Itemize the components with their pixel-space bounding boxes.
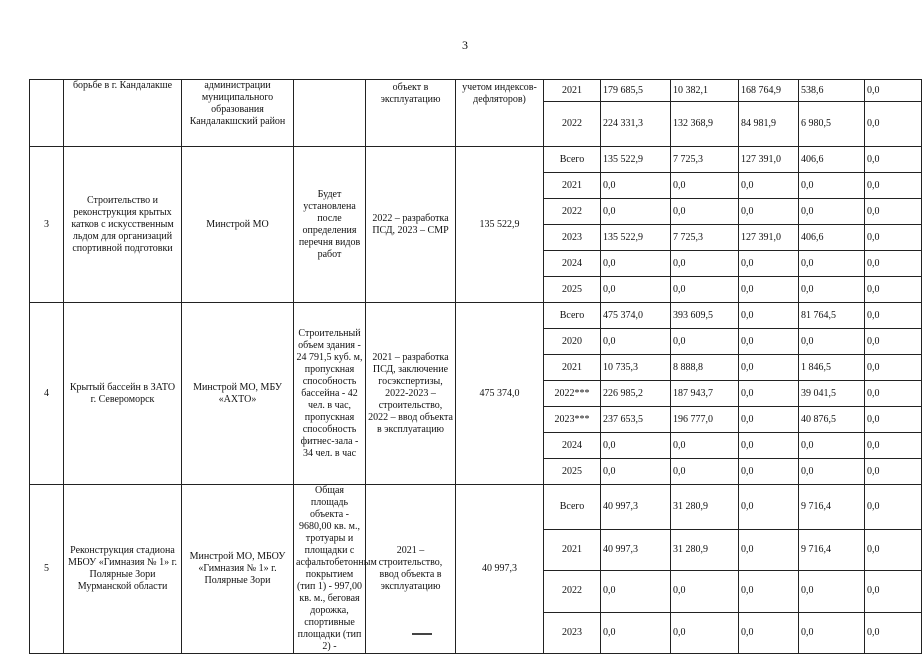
other-cell: 0,0 xyxy=(865,355,922,381)
municipal-cell: 406,6 xyxy=(799,225,865,251)
federal-cell: 0,0 xyxy=(671,571,739,612)
other-cell: 0,0 xyxy=(865,251,922,277)
total-cell: 179 685,5 xyxy=(601,80,671,102)
page-number: 3 xyxy=(462,38,468,52)
capacity-cell: Общая площадь объекта - 9680,00 кв. м., тротуары и площадки с асфальтобетонным покрытием (тип 1) - 997,00 кв. м., беговая дорожка, спортивные площадки (тип 2) - xyxy=(294,485,366,654)
regional-cell: 0,0 xyxy=(739,173,799,199)
regional-cell: 168 764,9 xyxy=(739,80,799,102)
regional-cell: 0,0 xyxy=(739,459,799,485)
municipal-cell: 9 716,4 xyxy=(799,485,865,530)
year-cell: 2021 xyxy=(544,173,601,199)
other-cell: 0,0 xyxy=(865,329,922,355)
other-cell: 0,0 xyxy=(865,485,922,530)
term-cell: объект в эксплуатацию xyxy=(366,80,456,147)
federal-cell: 0,0 xyxy=(671,277,739,303)
year-cell: 2021 xyxy=(544,355,601,381)
total-cell: 135 522,9 xyxy=(601,225,671,251)
federal-cell: 31 280,9 xyxy=(671,485,739,530)
year-cell: 2024 xyxy=(544,251,601,277)
total-cell: 224 331,3 xyxy=(601,102,671,147)
other-cell: 0,0 xyxy=(865,381,922,407)
responsible-cell: Минстрой МО, МБУ «АХТО» xyxy=(182,303,294,485)
total-cell: 0,0 xyxy=(601,612,671,653)
objects-table xyxy=(29,79,922,654)
federal-cell: 187 943,7 xyxy=(671,381,739,407)
total-cell: 0,0 xyxy=(601,433,671,459)
year-cell: 2021 xyxy=(544,529,601,570)
regional-cell: 0,0 xyxy=(739,355,799,381)
year-cell: 2022*** xyxy=(544,381,601,407)
year-cell: 2022 xyxy=(544,199,601,225)
table-body xyxy=(30,80,922,654)
year-cell: 2023 xyxy=(544,612,601,653)
other-cell: 0,0 xyxy=(865,225,922,251)
year-cell: 2025 xyxy=(544,277,601,303)
year-cell: 2023*** xyxy=(544,407,601,433)
year-cell: Всего xyxy=(544,485,601,530)
municipal-cell: 9 716,4 xyxy=(799,529,865,570)
cost-cell: 40 997,3 xyxy=(456,485,544,654)
municipal-cell: 39 041,5 xyxy=(799,381,865,407)
regional-cell: 0,0 xyxy=(739,381,799,407)
regional-cell: 0,0 xyxy=(739,277,799,303)
regional-cell: 0,0 xyxy=(739,433,799,459)
other-cell: 0,0 xyxy=(865,459,922,485)
total-cell: 237 653,5 xyxy=(601,407,671,433)
municipal-cell: 0,0 xyxy=(799,173,865,199)
other-cell: 0,0 xyxy=(865,571,922,612)
municipal-cell: 40 876,5 xyxy=(799,407,865,433)
cost-cell: 135 522,9 xyxy=(456,147,544,303)
regional-cell: 127 391,0 xyxy=(739,225,799,251)
municipal-cell: 0,0 xyxy=(799,571,865,612)
regional-cell: 0,0 xyxy=(739,251,799,277)
other-cell: 0,0 xyxy=(865,303,922,329)
year-cell: 2022 xyxy=(544,102,601,147)
total-cell: 40 997,3 xyxy=(601,485,671,530)
total-cell: 0,0 xyxy=(601,199,671,225)
federal-cell: 132 368,9 xyxy=(671,102,739,147)
total-cell: 0,0 xyxy=(601,329,671,355)
federal-cell: 0,0 xyxy=(671,173,739,199)
object-number-cell: 3 xyxy=(30,147,64,303)
total-cell: 475 374,0 xyxy=(601,303,671,329)
object-name-cell: Строительство и реконструкция крытых катков с искусственным льдом для организаций спортивной подготовки xyxy=(64,147,182,303)
footer-mark xyxy=(412,633,432,635)
regional-cell: 84 981,9 xyxy=(739,102,799,147)
other-cell: 0,0 xyxy=(865,147,922,173)
table-row xyxy=(30,485,922,530)
other-cell: 0,0 xyxy=(865,173,922,199)
object-name-cell: борьбе в г. Кандалакше xyxy=(64,80,182,147)
term-cell: 2022 – разработка ПСД, 2023 – СМР xyxy=(366,147,456,303)
term-cell: 2021 – строительство, ввод объекта в эксплуатацию xyxy=(366,485,456,654)
municipal-cell: 0,0 xyxy=(799,612,865,653)
regional-cell: 0,0 xyxy=(739,529,799,570)
table-row xyxy=(30,80,922,102)
object-name-cell: Крытый бассейн в ЗАТО г. Североморск xyxy=(64,303,182,485)
total-cell: 0,0 xyxy=(601,251,671,277)
federal-cell: 0,0 xyxy=(671,433,739,459)
year-cell: 2023 xyxy=(544,225,601,251)
federal-cell: 0,0 xyxy=(671,199,739,225)
table-row xyxy=(30,303,922,329)
object-name-cell: Реконструкция стадиона МБОУ «Гимназия № 1» г. Полярные Зори Мурманской области xyxy=(64,485,182,654)
year-cell: 2021 xyxy=(544,80,601,102)
total-cell: 226 985,2 xyxy=(601,381,671,407)
other-cell: 0,0 xyxy=(865,80,922,102)
federal-cell: 0,0 xyxy=(671,329,739,355)
capacity-cell: Будет установлена после определения перечня видов работ xyxy=(294,147,366,303)
federal-cell: 0,0 xyxy=(671,251,739,277)
municipal-cell: 0,0 xyxy=(799,329,865,355)
federal-cell: 196 777,0 xyxy=(671,407,739,433)
regional-cell: 0,0 xyxy=(739,303,799,329)
cost-cell: 475 374,0 xyxy=(456,303,544,485)
municipal-cell: 0,0 xyxy=(799,199,865,225)
municipal-cell: 6 980,5 xyxy=(799,102,865,147)
regional-cell: 0,0 xyxy=(739,407,799,433)
other-cell: 0,0 xyxy=(865,277,922,303)
regional-cell: 0,0 xyxy=(739,199,799,225)
capacity-cell: Строительный объем здания - 24 791,5 куб. м, пропускная способность бассейна - 42 чел. в час, пропускная способность фитнес-зала - 34 чел. в час xyxy=(294,303,366,485)
municipal-cell: 406,6 xyxy=(799,147,865,173)
year-cell: 2025 xyxy=(544,459,601,485)
responsible-cell: Минстрой МО xyxy=(182,147,294,303)
regional-cell: 127 391,0 xyxy=(739,147,799,173)
year-cell: 2022 xyxy=(544,571,601,612)
table-row xyxy=(30,147,922,173)
federal-cell: 7 725,3 xyxy=(671,225,739,251)
regional-cell: 0,0 xyxy=(739,329,799,355)
federal-cell: 31 280,9 xyxy=(671,529,739,570)
municipal-cell: 81 764,5 xyxy=(799,303,865,329)
federal-cell: 7 725,3 xyxy=(671,147,739,173)
responsible-cell: администрации муниципального образования Кандалакшский район xyxy=(182,80,294,147)
cost-cell: учетом индексов-дефляторов) xyxy=(456,80,544,147)
total-cell: 135 522,9 xyxy=(601,147,671,173)
total-cell: 0,0 xyxy=(601,571,671,612)
responsible-cell: Минстрой МО, МБОУ «Гимназия № 1» г. Полярные Зори xyxy=(182,485,294,654)
regional-cell: 0,0 xyxy=(739,612,799,653)
other-cell: 0,0 xyxy=(865,407,922,433)
year-cell: Всего xyxy=(544,303,601,329)
other-cell: 0,0 xyxy=(865,612,922,653)
municipal-cell: 0,0 xyxy=(799,433,865,459)
municipal-cell: 538,6 xyxy=(799,80,865,102)
total-cell: 0,0 xyxy=(601,173,671,199)
year-cell: Всего xyxy=(544,147,601,173)
federal-cell: 0,0 xyxy=(671,459,739,485)
municipal-cell: 0,0 xyxy=(799,277,865,303)
municipal-cell: 0,0 xyxy=(799,251,865,277)
municipal-cell: 1 846,5 xyxy=(799,355,865,381)
object-number-cell: 4 xyxy=(30,303,64,485)
year-cell: 2020 xyxy=(544,329,601,355)
other-cell: 0,0 xyxy=(865,529,922,570)
total-cell: 0,0 xyxy=(601,459,671,485)
capacity-cell xyxy=(294,80,366,147)
federal-cell: 10 382,1 xyxy=(671,80,739,102)
federal-cell: 8 888,8 xyxy=(671,355,739,381)
term-cell: 2021 – разработка ПСД, заключение госэкспертизы, 2022-2023 – строительство, 2022 – ввод объекта в эксплуатацию xyxy=(366,303,456,485)
year-cell: 2024 xyxy=(544,433,601,459)
other-cell: 0,0 xyxy=(865,433,922,459)
object-number-cell xyxy=(30,80,64,147)
federal-cell: 0,0 xyxy=(671,612,739,653)
object-number-cell: 5 xyxy=(30,485,64,654)
total-cell: 40 997,3 xyxy=(601,529,671,570)
other-cell: 0,0 xyxy=(865,199,922,225)
federal-cell: 393 609,5 xyxy=(671,303,739,329)
municipal-cell: 0,0 xyxy=(799,459,865,485)
total-cell: 0,0 xyxy=(601,277,671,303)
regional-cell: 0,0 xyxy=(739,571,799,612)
total-cell: 10 735,3 xyxy=(601,355,671,381)
other-cell: 0,0 xyxy=(865,102,922,147)
regional-cell: 0,0 xyxy=(739,485,799,530)
